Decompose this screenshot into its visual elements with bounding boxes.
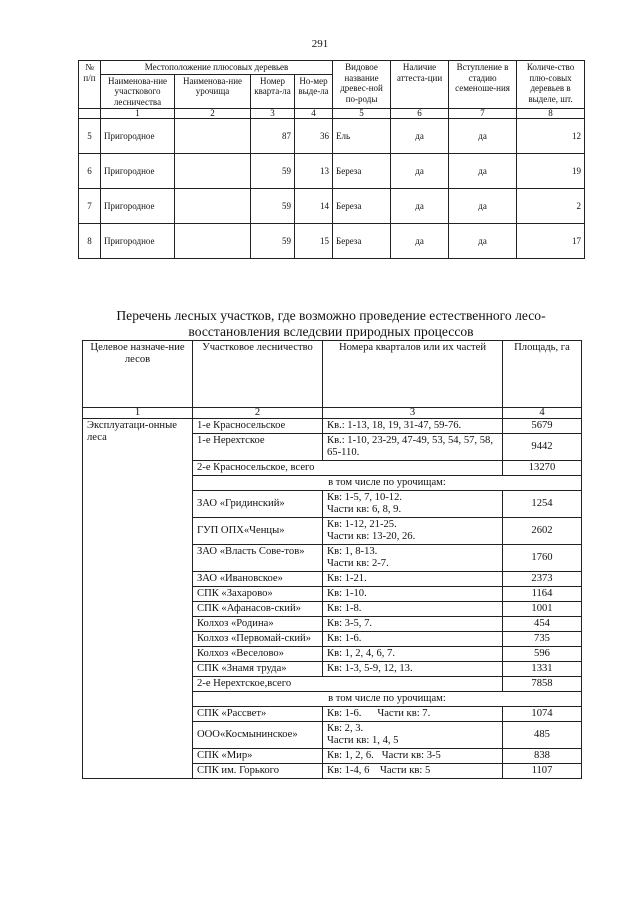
col-number: 4 <box>503 408 582 419</box>
row-section: 14 <box>295 189 333 224</box>
quarters <box>323 518 503 545</box>
area: 13270 <box>503 461 582 476</box>
header-quarters: Номера кварталов или их частей <box>323 341 503 408</box>
including-label: в том числе по урочищам: <box>193 476 582 491</box>
area: 1001 <box>503 602 582 617</box>
forestry-total-name: 2-е Красносельское, всего <box>193 461 503 476</box>
quarters-line: Кв: 1-12, 21-25. <box>327 519 397 530</box>
header-attestation: Наличие аттеста-ции <box>391 61 449 109</box>
col-number: 3 <box>251 109 295 119</box>
tract-name: ЗАО «Ивановское» <box>193 572 323 587</box>
header-count: Количе-ство плю-совых деревьев в выделе, шт. <box>517 61 585 109</box>
area: 7858 <box>503 677 582 692</box>
section-title: Перечень лесных участков, где возможно проведение естественного лесо-восстановления вследсвии природных процессов <box>116 308 546 339</box>
quarters: Кв.: 1-10, 23-29, 47-49, 53, 54, 57, 58, 65-110. <box>323 434 503 461</box>
header-location-group: Местоположение плюсовых деревьев <box>101 61 333 75</box>
page-number: 291 <box>311 38 329 50</box>
tract-name: СПК «Рассвет» <box>193 707 323 722</box>
forestry-total-name: 2-е Нерехтское,всего <box>193 677 503 692</box>
header-seeding: Вступление в стадию семеноше-ния <box>449 61 517 109</box>
quarters <box>323 491 503 518</box>
area: 2602 <box>503 518 582 545</box>
row-species: Береза <box>333 154 391 189</box>
row-tract <box>175 224 251 259</box>
area: 1254 <box>503 491 582 518</box>
forestry-name: 1-е Красносельское <box>193 419 323 434</box>
tract-name: СПК им. Горького <box>193 764 323 779</box>
quarters-line: Кв: 1-5, 7, 10-12. <box>327 492 403 503</box>
quarters: Кв: 1-8. <box>323 602 503 617</box>
row-num: 7 <box>79 189 101 224</box>
column-number-row <box>79 109 585 119</box>
header-species: Видовое название древес-ной по-роды <box>333 61 391 109</box>
col-number: 1 <box>83 408 193 419</box>
col-number: 8 <box>517 109 585 119</box>
area: 9442 <box>503 434 582 461</box>
row-species: Береза <box>333 224 391 259</box>
quarters: Кв: 1-6. <box>323 632 503 647</box>
quarters <box>323 722 503 749</box>
quarters-line: Части кв: 2-7. <box>327 558 389 569</box>
row-attestation: да <box>391 119 449 154</box>
row-num: 8 <box>79 224 101 259</box>
col-number-blank <box>79 109 101 119</box>
quarters <box>323 545 503 572</box>
row-num: 5 <box>79 119 101 154</box>
row-quarter: 59 <box>251 224 295 259</box>
header-forestry: Наименова-ние участкового лесничества <box>101 74 175 109</box>
table-row <box>79 119 585 154</box>
area: 485 <box>503 722 582 749</box>
quarters: Кв: 1-10. <box>323 587 503 602</box>
header-section: Но-мер выде-ла <box>295 74 333 109</box>
quarters: Кв: 1-21. <box>323 572 503 587</box>
row-count: 12 <box>517 119 585 154</box>
area: 1331 <box>503 662 582 677</box>
area: 838 <box>503 749 582 764</box>
header-area: Площадь, га <box>503 341 582 408</box>
col-number: 6 <box>391 109 449 119</box>
row-forestry: Пригородное <box>101 224 175 259</box>
header-purpose: Целевое назначе-ние лесов <box>83 341 193 408</box>
table-row <box>79 189 585 224</box>
including-label: в том числе по урочищам: <box>193 692 582 707</box>
row-seeding: да <box>449 189 517 224</box>
header-forestry: Участковое лесничество <box>193 341 323 408</box>
area: 1107 <box>503 764 582 779</box>
quarters: Кв: 3-5, 7. <box>323 617 503 632</box>
area: 5679 <box>503 419 582 434</box>
row-attestation: да <box>391 224 449 259</box>
col-number: 2 <box>193 408 323 419</box>
natural-regeneration-table <box>82 340 582 779</box>
row-quarter: 59 <box>251 154 295 189</box>
row-count: 19 <box>517 154 585 189</box>
col-number: 7 <box>449 109 517 119</box>
area: 2373 <box>503 572 582 587</box>
quarters-line: Части кв: 1, 4, 5 <box>327 735 399 746</box>
header-tract: Наименова-ние урочища <box>175 74 251 109</box>
row-quarter: 87 <box>251 119 295 154</box>
quarters-line: Кв: 1, 8-13. <box>327 546 378 557</box>
col-number: 1 <box>101 109 175 119</box>
tract-name: ГУП ОПХ«Ченцы» <box>193 518 323 545</box>
col-number: 4 <box>295 109 333 119</box>
tract-name: СПК «Мир» <box>193 749 323 764</box>
column-number-row <box>83 408 582 419</box>
row-section: 36 <box>295 119 333 154</box>
col-number: 2 <box>175 109 251 119</box>
header-num: № п/п <box>79 61 101 109</box>
row-seeding: да <box>449 119 517 154</box>
row-section: 13 <box>295 154 333 189</box>
row-tract <box>175 189 251 224</box>
tract-name: ЗАО «Власть Сове-тов» <box>193 545 323 572</box>
row-species: Береза <box>333 189 391 224</box>
area: 1760 <box>503 545 582 572</box>
tract-name: ООО«Космынинское» <box>193 722 323 749</box>
quarters-line: Части кв: 6, 8, 9. <box>327 504 402 515</box>
row-seeding: да <box>449 224 517 259</box>
row-forestry: Пригородное <box>101 119 175 154</box>
tract-name: СПК «Знамя труда» <box>193 662 323 677</box>
tract-name: Колхоз «Родина» <box>193 617 323 632</box>
table-row <box>83 419 582 434</box>
area: 596 <box>503 647 582 662</box>
table-row <box>79 224 585 259</box>
tract-name: ЗАО «Гридинский» <box>193 491 323 518</box>
forestry-name: 1-е Нерехтское <box>193 434 323 461</box>
tract-name: СПК «Афанасов-ский» <box>193 602 323 617</box>
row-species: Ель <box>333 119 391 154</box>
quarters: Кв: 1-4, 6 Части кв: 5 <box>323 764 503 779</box>
area: 735 <box>503 632 582 647</box>
quarters: Кв: 1-6. Части кв: 7. <box>323 707 503 722</box>
quarters: Кв: 1, 2, 6. Части кв: 3-5 <box>323 749 503 764</box>
row-section: 15 <box>295 224 333 259</box>
area: 454 <box>503 617 582 632</box>
row-tract <box>175 119 251 154</box>
area: 1074 <box>503 707 582 722</box>
quarters: Кв.: 1-13, 18, 19, 31-47, 59-76. <box>323 419 503 434</box>
tract-name: СПК «Захарово» <box>193 587 323 602</box>
header-quarter: Номер кварта-ла <box>251 74 295 109</box>
row-count: 17 <box>517 224 585 259</box>
row-seeding: да <box>449 154 517 189</box>
table-row <box>79 154 585 189</box>
header-row <box>83 341 582 408</box>
tract-name: Колхоз «Веселово» <box>193 647 323 662</box>
purpose-cell: Эксплуатаци-онные леса <box>83 419 193 779</box>
row-attestation: да <box>391 154 449 189</box>
row-forestry: Пригородное <box>101 189 175 224</box>
quarters: Кв: 1, 2, 4, 6, 7. <box>323 647 503 662</box>
tract-name: Колхоз «Первомай-ский» <box>193 632 323 647</box>
row-forestry: Пригородное <box>101 154 175 189</box>
row-count: 2 <box>517 189 585 224</box>
quarters-line: Кв: 2, 3. <box>327 723 364 734</box>
area: 1164 <box>503 587 582 602</box>
quarters: Кв: 1-3, 5-9, 12, 13. <box>323 662 503 677</box>
row-quarter: 59 <box>251 189 295 224</box>
row-tract <box>175 154 251 189</box>
col-number: 5 <box>333 109 391 119</box>
quarters-line: Части кв: 13-20, 26. <box>327 531 416 542</box>
plus-trees-table <box>78 60 585 259</box>
row-attestation: да <box>391 189 449 224</box>
row-num: 6 <box>79 154 101 189</box>
col-number: 3 <box>323 408 503 419</box>
